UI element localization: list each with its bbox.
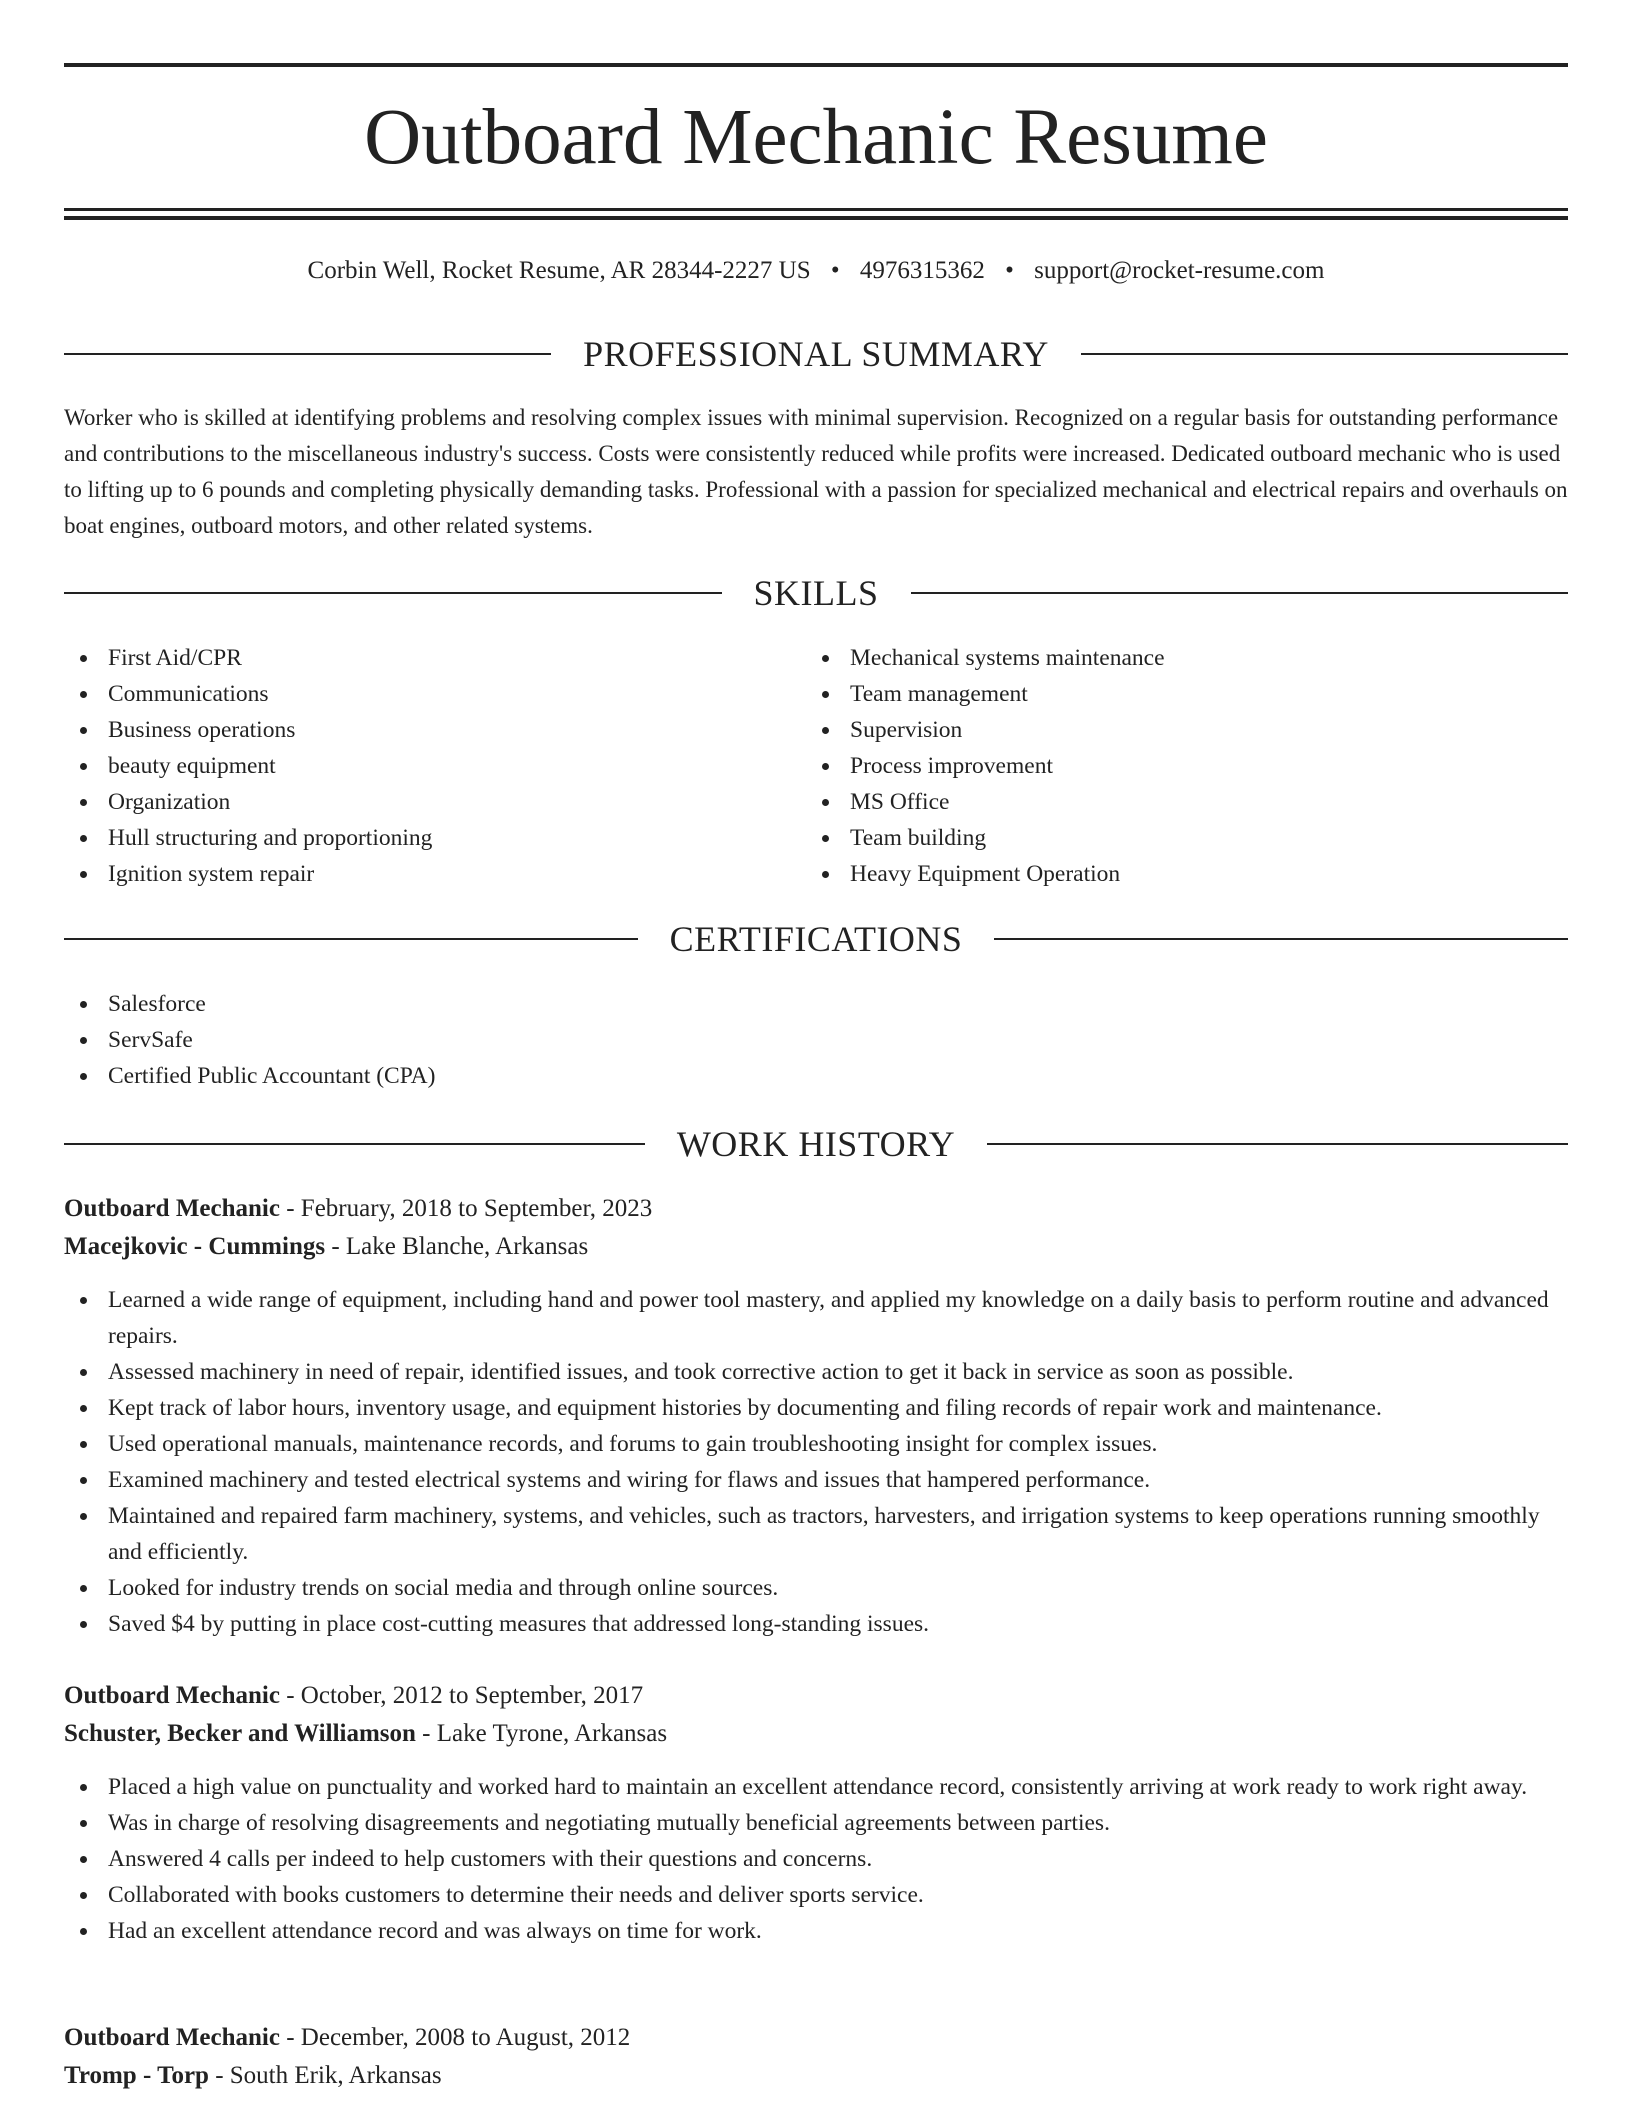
job-bullet: Kept track of labor hours, inventory usage, and equipment histories by documenting and filing records of repair work and maintenance.: [64, 1390, 1568, 1426]
section-rule: [64, 592, 722, 594]
section-rule: [64, 938, 638, 940]
job-bullet: Used operational manuals, maintenance records, and forums to gain troubleshooting insight for complex issues.: [64, 1426, 1568, 1462]
skill-item: Mechanical systems maintenance: [806, 640, 1546, 676]
contact-phone: 4976315362: [859, 257, 985, 284]
job-bullet: Answered 4 calls per indeed to help customers with their questions and concerns.: [64, 1841, 1568, 1877]
job-bullet: Assessed machinery in need of repair, identified issues, and took corrective action to get it back in service as soon as possible.: [64, 1354, 1568, 1390]
summary-text: Worker who is skilled at identifying problems and resolving complex issues with minimal supervision. Recognized on a regular basis for outstanding performance and contributions to the miscellaneous industry's success. Costs were consistently reduced while profits were increased. Dedicated outboard mechanic who is used to lifting up to 6 pounds and completing physically demanding tasks. Professional with a passion for specialized mechanical and electrical repairs and overhauls on boat engines, outboard motors, and other related systems.: [64, 405, 1568, 538]
job-bullets: [64, 1282, 1568, 1642]
job-title-line: [64, 1677, 1568, 1715]
section-rule: [987, 1143, 1568, 1145]
job-title-line: [64, 1190, 1568, 1228]
job-entry: [64, 1190, 1568, 1642]
job-title: Outboard Mechanic: [64, 2024, 280, 2051]
skill-item: Communications: [64, 676, 804, 712]
certifications-list: [64, 986, 1568, 1094]
job-bullet: Saved $4 by putting in place cost-cutting measures that addressed long-standing issues.: [64, 1606, 1568, 1642]
contact-address: Corbin Well, Rocket Resume, AR 28344-2227 US: [307, 257, 811, 284]
page-title: Outboard Mechanic Resume: [364, 94, 1268, 181]
section-rule: [1081, 353, 1568, 355]
section-rule: [911, 592, 1569, 594]
job-bullet: Collaborated with books customers to determine their needs and deliver sports service.: [64, 1877, 1568, 1913]
work-history-section-header: [64, 1122, 1568, 1166]
job-company-line: [64, 2057, 1568, 2095]
skill-item: Organization: [64, 784, 804, 820]
contact-email: support@rocket-resume.com: [1034, 257, 1325, 284]
job-dates: - February, 2018 to September, 2023: [279, 1195, 653, 1222]
section-rule: [64, 353, 551, 355]
skill-item: MS Office: [806, 784, 1546, 820]
contact-separator: •: [830, 257, 840, 284]
job-bullet: Placed a high value on punctuality and worked hard to maintain an excellent attendance record, consistently arriving at work ready to work right away.: [64, 1769, 1568, 1805]
job-bullet: Examined machinery and tested electrical systems and wiring for flaws and issues that hampered performance.: [64, 1462, 1568, 1498]
skill-item: Heavy Equipment Operation: [806, 856, 1546, 892]
job-company-line: [64, 1715, 1568, 1753]
work-history-heading: WORK HISTORY: [676, 1124, 956, 1164]
job-entry: [64, 1677, 1568, 1949]
skill-item: Team management: [806, 676, 1546, 712]
job-location: - South Erik, Arkansas: [208, 2062, 442, 2089]
skill-item: First Aid/CPR: [64, 640, 804, 676]
section-rule: [994, 938, 1568, 940]
contact-separator: •: [1005, 257, 1014, 284]
certifications-heading: CERTIFICATIONS: [669, 919, 963, 959]
summary-section-header: [64, 332, 1568, 376]
skill-item: Ignition system repair: [64, 856, 804, 892]
certification-item: ServSafe: [64, 1022, 1568, 1058]
job-dates: - December, 2008 to August, 2012: [279, 2024, 631, 2051]
skills-section-header: [64, 571, 1568, 615]
skill-item: Supervision: [806, 712, 1546, 748]
job-bullet: Was in charge of resolving disagreements and negotiating mutually beneficial agreements between parties.: [64, 1805, 1568, 1841]
job-bullet: Maintained and repaired farm machinery, systems, and vehicles, such as tractors, harvesters, and irrigation systems to keep operations running smoothly and efficiently.: [64, 1498, 1568, 1570]
job-title-line: [64, 2019, 1568, 2057]
skill-item: beauty equipment: [64, 748, 804, 784]
job-location: - Lake Blanche, Arkansas: [325, 1233, 589, 1260]
certification-item: Salesforce: [64, 986, 1568, 1022]
contact-line: [64, 254, 1568, 288]
skill-item: Team building: [806, 820, 1546, 856]
job-title: Outboard Mechanic: [64, 1195, 280, 1222]
skills-list-right: [806, 640, 1546, 892]
job-bullet: Learned a wide range of equipment, including hand and power tool mastery, and applied my knowledge on a daily basis to perform routine and advanced repairs.: [64, 1282, 1568, 1354]
title-double-rule: [64, 208, 1568, 220]
summary-heading: PROFESSIONAL SUMMARY: [583, 334, 1049, 374]
job-entry: [64, 2019, 1568, 2095]
job-company: Macejkovic - Cummings: [64, 1233, 326, 1260]
job-bullet: Had an excellent attendance record and was always on time for work.: [64, 1913, 1568, 1949]
certification-item: Certified Public Accountant (CPA): [64, 1058, 1568, 1094]
job-company: Tromp - Torp: [64, 2062, 209, 2089]
job-bullets: [64, 1769, 1568, 1949]
top-rule: [64, 63, 1568, 67]
job-title: Outboard Mechanic: [64, 1682, 280, 1709]
job-dates: - October, 2012 to September, 2017: [279, 1682, 644, 1709]
skill-item: Hull structuring and proportioning: [64, 820, 804, 856]
job-company-line: [64, 1228, 1568, 1266]
job-bullet: Looked for industry trends on social media and through online sources.: [64, 1570, 1568, 1606]
skill-item: Process improvement: [806, 748, 1546, 784]
skills-heading: SKILLS: [753, 573, 879, 613]
skills-list-left: [64, 640, 804, 892]
job-company: Schuster, Becker and Williamson: [64, 1720, 416, 1747]
job-location: - Lake Tyrone, Arkansas: [415, 1720, 668, 1747]
skill-item: Business operations: [64, 712, 804, 748]
certifications-section-header: [64, 917, 1568, 961]
section-rule: [64, 1143, 645, 1145]
